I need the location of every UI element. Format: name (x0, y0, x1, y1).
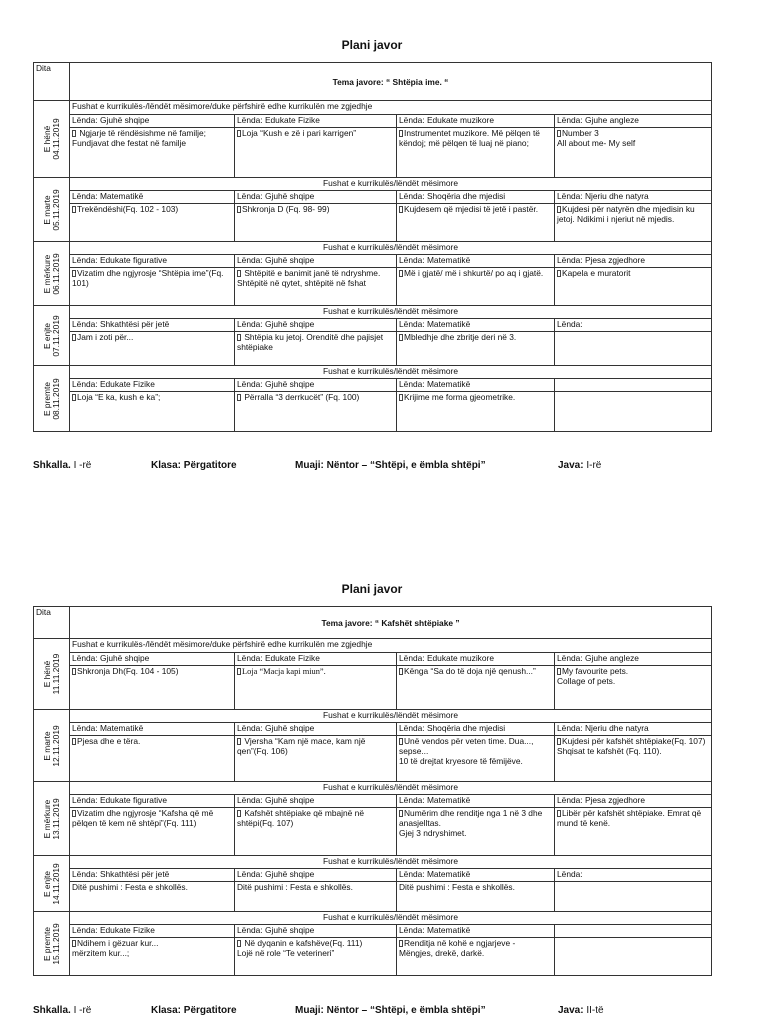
day-label: E marte 12.11.2019 (34, 710, 70, 782)
subject-cell: Lënda: (555, 869, 712, 882)
subject-cell: Lënda: Shkathtësi për jetë (70, 319, 235, 332)
content-cell: Unë vendos për veten time. Dua..., sepse... 10 të drejtat kryesore të fëmijëve. (397, 736, 555, 782)
subject-cell: Lënda: Shoqëria dhe mjedisi (397, 191, 555, 204)
subject-cell: Lënda: Gjuhë shqipe (235, 723, 397, 736)
footer-java: Java: II-të (558, 1005, 604, 1016)
content-cell: Ndihem i gëzuar kur... mërzitem kur...; (70, 938, 235, 976)
content-cell: Krijime me forma gjeometrike. (397, 392, 555, 432)
content-cell: Number 3 All about me- My self (555, 128, 712, 178)
subject-cell: Lënda: Matematikë (397, 795, 555, 808)
footer-shkalla: Shkalla. I -rë (33, 460, 92, 471)
subject-cell: Lënda: Edukate Fizike (70, 925, 235, 938)
week-theme: Tema javore: “ Shtëpia ime. “ (70, 63, 712, 101)
content-cell: Vizatim dhe ngjyrosje “Kafsha që më pëlqen të kem në shtëpi”(Fq. 111) (70, 808, 235, 856)
day-label: E marte 05.11.2019 (34, 178, 70, 242)
subject-cell: Lënda: Matematikë (397, 379, 555, 392)
subject-cell: Lënda: Matematikë (397, 869, 555, 882)
subject-cell: Lënda: Njeriu dhe natyra (555, 723, 712, 736)
subject-cell: Lënda: Gjuhë shqipe (235, 319, 397, 332)
content-cell: Kafshët shtëpiake që mbajnë në shtëpi(Fq. 107) (235, 808, 397, 856)
content-cell: Loja “Kush e zë i pari karrigen” (235, 128, 397, 178)
subject-cell: Lënda: Gjuhë shqipe (235, 255, 397, 268)
footer-shkalla: Shkalla. I -rë (33, 1005, 92, 1016)
subject-cell: Lënda: Matematikë (397, 925, 555, 938)
content-cell: Shkronja D (Fq. 98- 99) (235, 204, 397, 242)
content-cell: Në dyqanin e kafshëve(Fq. 111) Lojë në role “Te veterineri” (235, 938, 397, 976)
content-cell: Kapela e muratorit (555, 268, 712, 306)
content-cell: Vjersha “Kam një mace, kam një qen”(Fq. 106) (235, 736, 397, 782)
section-header: Fushat e kurrikulës/lëndët mësimore (70, 856, 712, 869)
day-label: E enjte 07.11.2019 (34, 306, 70, 366)
content-cell: Kënga “Sa do të doja një qenush...” (397, 666, 555, 710)
subject-cell: Lënda: Edukate figurative (70, 795, 235, 808)
subject-cell: Lënda: Gjuhe angleze (555, 653, 712, 666)
subject-cell: Lënda: Gjuhë shqipe (235, 379, 397, 392)
content-cell: Shtëpia ku jetoj. Orenditë dhe pajisjet shtëpiake (235, 332, 397, 366)
footer-muaji: Muaji: Nëntor – “Shtëpi, e ëmbla shtëpi” (295, 460, 486, 471)
subject-cell: Lënda: Edukate figurative (70, 255, 235, 268)
day-label: E hënë 04.11.2019 (34, 101, 70, 178)
day-label: E hënë 11.11.2019 (34, 639, 70, 710)
subject-cell: Lënda: Matematikë (70, 723, 235, 736)
subject-cell: Lënda: Njeriu dhe natyra (555, 191, 712, 204)
footer-klasa: Klasa: Përgatitore (151, 460, 237, 471)
subject-cell: Lënda: Pjesa zgjedhore (555, 255, 712, 268)
subject-cell: Lënda: (555, 319, 712, 332)
content-cell: Ditë pushimi : Festa e shkollës. (235, 882, 397, 912)
content-cell: Kujdesem që mjedisi të jetë i pastër. (397, 204, 555, 242)
content-cell: Ditë pushimi : Festa e shkollës. (397, 882, 555, 912)
subject-cell: Lënda: Pjesa zgjedhore (555, 795, 712, 808)
content-cell: Kujdesi për kafshët shtëpiake(Fq. 107) Shqisat te kafshët (Fq. 110). (555, 736, 712, 782)
content-cell: Trekëndëshi(Fq. 102 - 103) (70, 204, 235, 242)
content-cell: Instrumentet muzikore. Më pëlqen të këndoj; më pëlqen të luaj në piano; (397, 128, 555, 178)
subject-cell: Lënda: Matematikë (397, 255, 555, 268)
content-cell: Vizatim dhe ngjyrosje “Shtëpia ime”(Fq. 101) (70, 268, 235, 306)
content-cell: Renditja në kohë e ngjarjeve - Mëngjes, drekë, darkë. (397, 938, 555, 976)
subject-cell: Lënda: Edukate muzikore (397, 653, 555, 666)
plan-title: Plani javor (341, 582, 403, 596)
content-cell: Ngjarje të rëndësishme në familje; Fundjavat dhe festat në familje (70, 128, 235, 178)
plan-table (33, 62, 712, 432)
subject-cell: Lënda: Gjuhë shqipe (70, 115, 235, 128)
section-header: Fushat e kurrikulës/lëndët mësimore (70, 710, 712, 723)
content-cell: Numërim dhe renditje nga 1 në 3 dhe anasjelltas. Gjej 3 ndryshimet. (397, 808, 555, 856)
content-cell: Kujdesi për natyrën dhe mjedisin ku jetoj. Ndikimi i njeriut në mjedis. (555, 204, 712, 242)
subject-cell: Lënda: Gjuhë shqipe (235, 869, 397, 882)
subject-cell: Lënda: Shoqëria dhe mjedisi (397, 723, 555, 736)
week-theme: Tema javore: “ Kafshët shtëpiake ” (70, 607, 712, 639)
content-cell: Mbledhje dhe zbritje deri në 3. (397, 332, 555, 366)
content-cell (555, 332, 712, 366)
content-cell: Ditë pushimi : Festa e shkollës. (70, 882, 235, 912)
section-header: Fushat e kurrikulës/lëndët mësimore (70, 306, 712, 319)
footer-muaji: Muaji: Nëntor – “Shtëpi, e ëmbla shtëpi” (295, 1005, 486, 1016)
subject-cell (555, 925, 712, 938)
subject-cell: Lënda: Gjuhë shqipe (235, 925, 397, 938)
content-cell: Shtëpitë e banimit janë të ndryshme. Shtëpitë në qytet, shtëpitë në fshat (235, 268, 397, 306)
content-cell: Më i gjatë/ më i shkurtë/ po aq i gjatë. (397, 268, 555, 306)
day-label: E mërkure 13.11.2019 (34, 782, 70, 856)
content-cell: Jam i zoti për... (70, 332, 235, 366)
section-header: Fushat e kurrikulës/lëndët mësimore (70, 242, 712, 255)
day-label: E mërkure 06.11.2019 (34, 242, 70, 306)
content-cell: Përralla “3 derrkucët” (Fq. 100) (235, 392, 397, 432)
content-cell (555, 392, 712, 432)
content-cell: Loja “E ka, kush e ka”; (70, 392, 235, 432)
plan-footer (33, 460, 711, 472)
content-cell: Shkronja Dh(Fq. 104 - 105) (70, 666, 235, 710)
subject-cell: Lënda: Edukate Fizike (70, 379, 235, 392)
section-header: Fushat e kurrikulës/lëndët mësimore (70, 366, 712, 379)
content-cell: My favourite pets. Collage of pets. (555, 666, 712, 710)
subject-cell: Lënda: Matematikë (70, 191, 235, 204)
subject-cell: Lënda: Shkathtësi për jetë (70, 869, 235, 882)
plan-footer (33, 1005, 711, 1017)
curriculum-intro: Fushat e kurrikulës-/lëndët mësimore/duke përfshirë edhe kurrikulën me zgjedhje (70, 639, 712, 653)
content-cell (555, 882, 712, 912)
subject-cell: Lënda: Gjuhe angleze (555, 115, 712, 128)
plan-title: Plani javor (341, 38, 403, 52)
subject-cell: Lënda: Gjuhë shqipe (70, 653, 235, 666)
subject-cell: Lënda: Edukate Fizike (235, 653, 397, 666)
content-cell (555, 938, 712, 976)
plan-table (33, 606, 712, 976)
dita-header: Dita (34, 63, 70, 101)
section-header: Fushat e kurrikulës/lëndët mësimore (70, 178, 712, 191)
curriculum-intro: Fushat e kurrikulës-/lëndët mësimore/duke përfshirë edhe kurrikulën me zgjedhje (70, 101, 712, 115)
day-label: E enjte 14.11.2019 (34, 856, 70, 912)
subject-cell (555, 379, 712, 392)
content-cell: Pjesa dhe e tëra. (70, 736, 235, 782)
content-cell: Loja “Macja kapi miun”. (235, 666, 397, 710)
section-header: Fushat e kurrikulës/lëndët mësimore (70, 912, 712, 925)
subject-cell: Lënda: Gjuhë shqipe (235, 795, 397, 808)
section-header: Fushat e kurrikulës/lëndët mësimore (70, 782, 712, 795)
day-label: E premte 15.11.2019 (34, 912, 70, 976)
content-cell: Libër për kafshët shtëpiake. Emrat që mund të kenë. (555, 808, 712, 856)
footer-java: Java: I-rë (558, 460, 602, 471)
subject-cell: Lënda: Edukate muzikore (397, 115, 555, 128)
subject-cell: Lënda: Matematikë (397, 319, 555, 332)
day-label: E premte 08.11.2019 (34, 366, 70, 432)
dita-header: Dita (34, 607, 70, 639)
subject-cell: Lënda: Edukate Fizike (235, 115, 397, 128)
subject-cell: Lënda: Gjuhë shqipe (235, 191, 397, 204)
footer-klasa: Klasa: Përgatitore (151, 1005, 237, 1016)
